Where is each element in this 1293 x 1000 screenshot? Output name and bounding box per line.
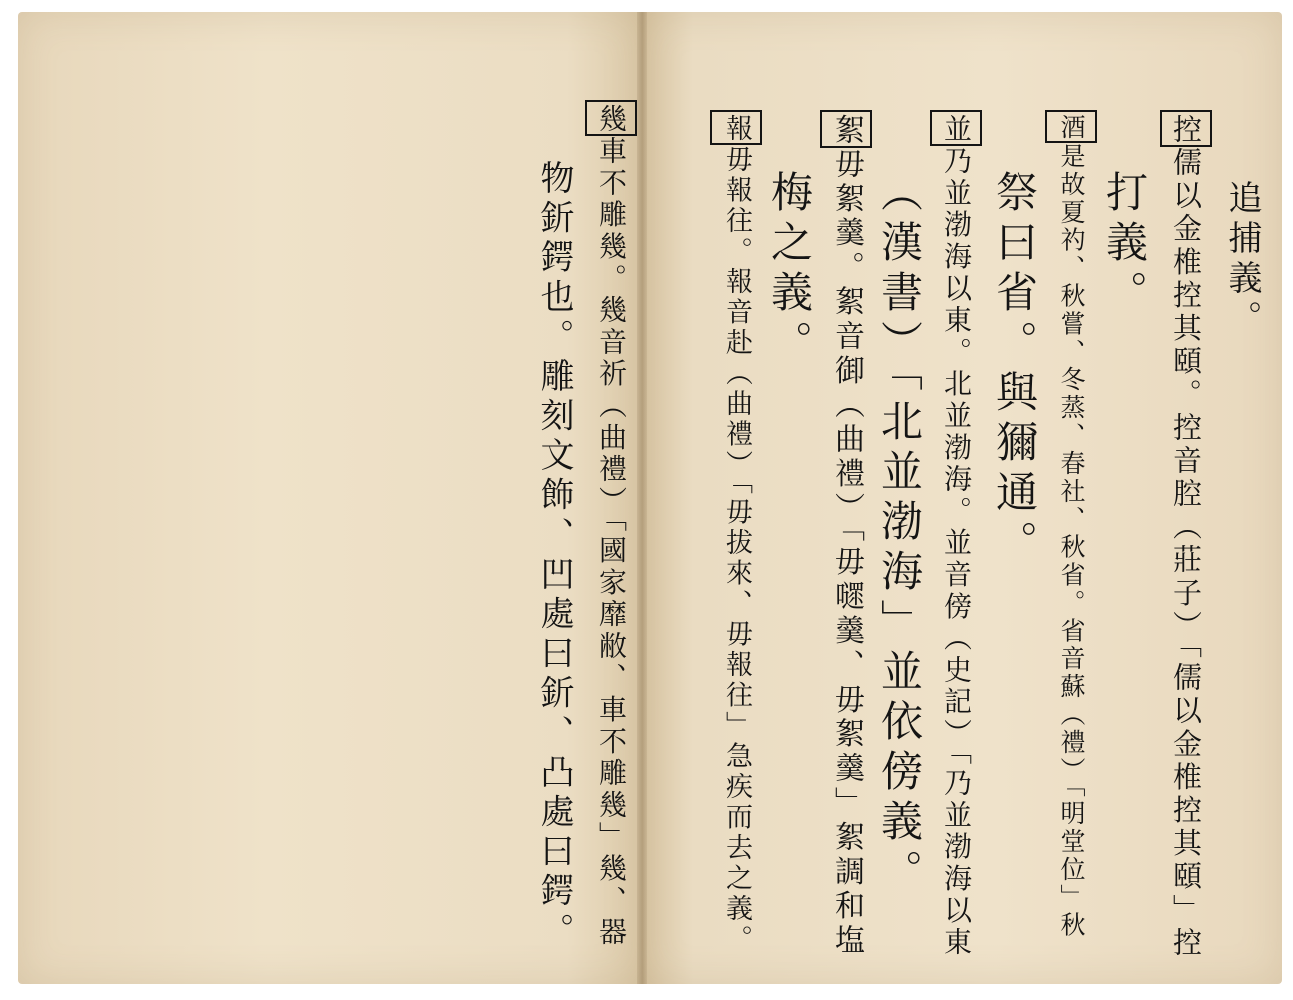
entry-text-bing: 乃並渤海以東。北並渤海。並音傍（史記）「乃並渤海以東 [940, 146, 973, 959]
top-note: 追捕義。 [1222, 180, 1262, 340]
entry-ji-cont: 物釿鍔也。雕刻文飾、凹處曰釿、凸處曰鍔。 [534, 160, 574, 952]
entry-ji [585, 100, 637, 949]
entry-text-bao: 毋報往。報音赴（曲禮）「毋拔來、毋報往」急疾而去之義。 [721, 145, 752, 955]
entry-bao [710, 110, 762, 955]
book-gutter [637, 12, 647, 984]
bleed-through-text [300, 200, 329, 304]
entry-bing-cont: （漢書）「北並渤海」並依傍義。 [875, 170, 924, 899]
entry-xu [820, 110, 872, 959]
entry-text-xu: 毋絮羹。絮音御（曲禮）「毋嚃羹、毋絮羹」絮調和塩 [829, 148, 864, 959]
entry-text-jiu: 是故夏礿、秋嘗、冬蒸、春社、秋省。省音蘇（禮）「明堂位」秋 [1057, 143, 1086, 940]
entry-jiu-cont: 祭曰省。與獮通。 [990, 170, 1039, 570]
entry-bing [930, 110, 982, 959]
entry-head-ji: 幾 [585, 100, 637, 136]
entry-kong-cont: 打義。 [1100, 170, 1149, 320]
entry-kong [1160, 110, 1212, 960]
entry-xu-cont: 梅之義。 [765, 170, 814, 370]
entry-head-xu: 絮 [820, 110, 872, 148]
entry-text-ji: 車不雕幾。幾音祈（曲禮）「國家靡敝、車不雕幾」幾、器 [595, 136, 628, 949]
entry-head-bao: 報 [710, 110, 762, 145]
entry-head-bing: 並 [930, 110, 982, 146]
entry-head-jiu: 酒 [1045, 110, 1097, 143]
entry-jiu [1045, 110, 1097, 940]
entry-text-kong: 儒以金椎控其頤。控音腔（莊子）「儒以金椎控其頤」控 [1169, 147, 1203, 960]
entry-head-kong: 控 [1160, 110, 1212, 147]
